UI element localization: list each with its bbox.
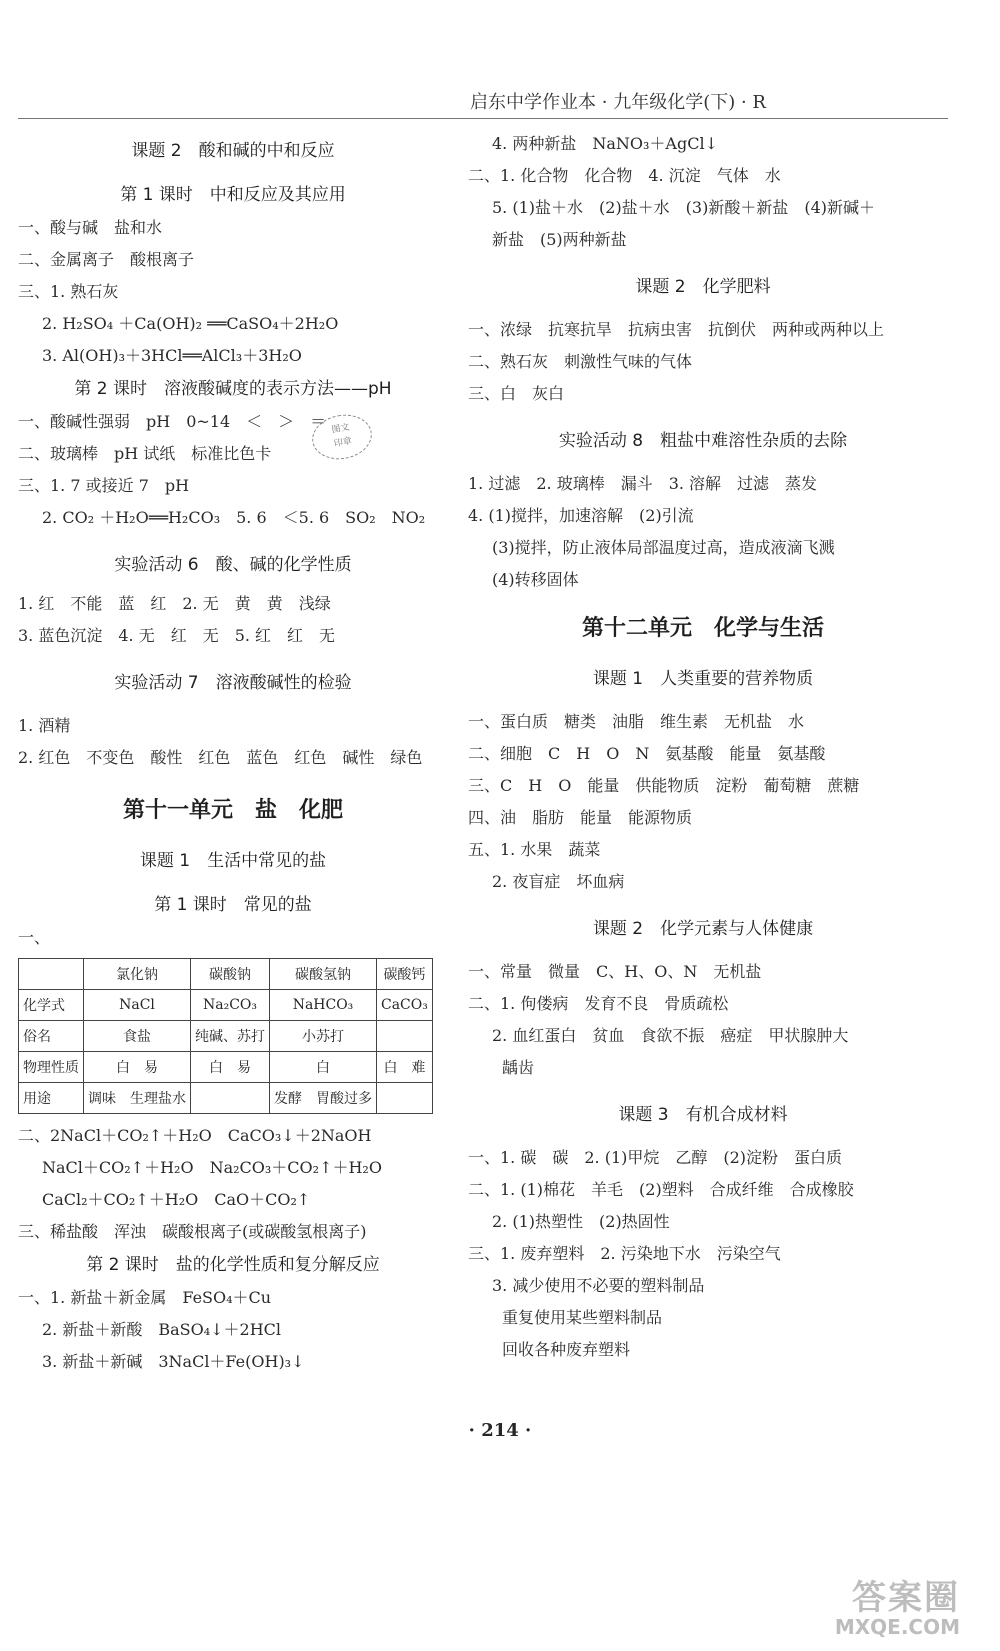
answer-line: 三、1. 7 或接近 7 pH [18, 476, 190, 495]
table-cell: 白 [270, 1052, 377, 1083]
answer-line: NaCl＋CO₂↑＋H₂O Na₂CO₃＋CO₂↑＋H₂O [42, 1158, 382, 1177]
answer-line: 5. (1)盐＋水 (2)盐＋水 (3)新酸＋新盐 (4)新碱＋ [492, 198, 876, 217]
table-cell: 白 易 [84, 1052, 191, 1083]
answer-line: CaCl₂＋CO₂↑＋H₂O CaO＋CO₂↑ [42, 1190, 311, 1209]
table-header-cell: 氯化钠 [84, 959, 191, 990]
table-cell: 调味 生理盐水 [84, 1083, 191, 1114]
answer-line: 龋齿 [502, 1058, 535, 1077]
table-cell: NaCl [84, 990, 191, 1021]
table-row [19, 1083, 433, 1114]
answer-line: 一、1. 新盐＋新金属 FeSO₄＋Cu [18, 1288, 272, 1307]
answer-line: 1. 红 不能 蓝 红 2. 无 黄 黄 浅绿 [18, 594, 331, 613]
watermark-logo-text: 答案圈 [852, 1578, 960, 1618]
running-header: 启东中学作业本 · 九年级化学(下) · R [470, 92, 766, 113]
answer-line: 2. 新盐＋新酸 BaSO₄↓＋2HCl [42, 1320, 282, 1339]
answer-line: 一、1. 碳 碳 2. (1)甲烷 乙醇 (2)淀粉 蛋白质 [468, 1148, 843, 1167]
answer-line: 1. 酒精 [18, 716, 71, 735]
answer-line: 回收各种废弃塑料 [502, 1340, 631, 1359]
table-row [19, 990, 433, 1021]
answer-line: 二、金属离子 酸根离子 [18, 250, 195, 269]
table-cell: 小苏打 [270, 1021, 377, 1052]
section-heading: 课题 1 人类重要的营养物质 [592, 669, 814, 689]
answer-line: 三、稀盐酸 浑浊 碳酸根离子(或碳酸氢根离子) [18, 1222, 367, 1241]
answer-line: 重复使用某些塑料制品 [502, 1308, 663, 1327]
section-heading: 课题 3 有机合成材料 [618, 1105, 788, 1125]
answer-line: 一、蛋白质 糖类 油脂 维生素 无机盐 水 [468, 712, 805, 731]
answer-line: 一、酸与碱 盐和水 [18, 218, 163, 237]
table-cell: 物理性质 [19, 1052, 84, 1083]
header-rule [18, 118, 948, 119]
answer-line: 3. Al(OH)₃＋3HCl══AlCl₃＋3H₂O [42, 346, 302, 365]
answer-line: 4. (1)搅拌，加速溶解 (2)引流 [468, 506, 694, 525]
table-cell [191, 1083, 270, 1114]
section-heading: 课题 2 化学元素与人体健康 [592, 919, 814, 939]
watermark-url: MXQE.COM [834, 1615, 960, 1639]
answer-line: 3. 新盐＋新碱 3NaCl＋Fe(OH)₃↓ [42, 1352, 305, 1371]
answer-line: 2. CO₂ ＋H₂O══H₂CO₃ 5. 6 ＜5. 6 SO₂ NO₂ [42, 508, 426, 527]
answer-line: 新盐 (5)两种新盐 [492, 230, 627, 249]
site-watermark [760, 1580, 960, 1638]
table-header-cell: 碳酸氢钠 [270, 959, 377, 990]
answer-line: 一、酸碱性强弱 pH 0~14 ＜ ＞ ＝ [18, 412, 327, 431]
answer-line: 二、细胞 C H O N 氨基酸 能量 氨基酸 [468, 744, 826, 763]
answer-line: 二、1. (1)棉花 羊毛 (2)塑料 合成纤维 合成橡胶 [468, 1180, 854, 1199]
section-heading: 第 1 课时 中和反应及其应用 [120, 185, 346, 205]
table-header-cell [19, 959, 84, 990]
answer-line: (3)搅拌，防止液体局部温度过高，造成液滴飞溅 [492, 538, 835, 557]
answer-line: 二、玻璃棒 pH 试纸 标准比色卡 [18, 444, 272, 463]
table-cell: NaHCO₃ [270, 990, 377, 1021]
right-column [468, 128, 938, 1366]
unit-heading: 第十一单元 盐 化肥 [122, 798, 343, 823]
section-heading: 第 2 课时 溶液酸碱度的表示方法——pH [74, 379, 392, 399]
unit-heading: 第十二单元 化学与生活 [581, 616, 824, 641]
answer-line: 一、 [18, 928, 51, 947]
section-heading: 第 2 课时 盐的化学性质和复分解反应 [86, 1255, 380, 1275]
table-cell: 化学式 [19, 990, 84, 1021]
answer-line: 一、常量 微量 C、H、O、N 无机盐 [468, 962, 762, 981]
answer-line: 三、白 灰白 [468, 384, 565, 403]
table-row [19, 1052, 433, 1083]
table-cell: 白 易 [191, 1052, 270, 1083]
section-heading: 课题 2 化学肥料 [635, 277, 771, 297]
salt-table [18, 958, 433, 1114]
answer-line: 二、2NaCl＋CO₂↑＋H₂O CaCO₃↓＋2NaOH [18, 1126, 372, 1145]
table-cell: 发酵 胃酸过多 [270, 1083, 377, 1114]
answer-line: 1. 过滤 2. 玻璃棒 漏斗 3. 溶解 过滤 蒸发 [468, 474, 818, 493]
answer-line: 二、1. 佝偻病 发育不良 骨质疏松 [468, 994, 729, 1013]
answer-line: 2. 夜盲症 坏血病 [492, 872, 625, 891]
table-cell: Na₂CO₃ [191, 990, 270, 1021]
table-cell: 俗名 [19, 1021, 84, 1052]
section-heading: 实验活动 7 溶液酸碱性的检验 [114, 673, 352, 693]
table-cell [377, 1021, 433, 1052]
section-heading: 课题 1 生活中常见的盐 [139, 851, 327, 871]
table-cell: 用途 [19, 1083, 84, 1114]
answer-line: 一、浓绿 抗寒抗旱 抗病虫害 抗倒伏 两种或两种以上 [468, 320, 885, 339]
answer-line: 五、1. 水果 蔬菜 [468, 840, 601, 859]
answer-line: 二、熟石灰 刺激性气味的气体 [468, 352, 693, 371]
decorative-stamp: 图文 印章 [309, 410, 376, 464]
table-row [19, 1021, 433, 1052]
table-cell: 食盐 [84, 1021, 191, 1052]
section-heading: 实验活动 8 粗盐中难溶性杂质的去除 [558, 431, 848, 451]
answer-line: 二、1. 化合物 化合物 4. 沉淀 气体 水 [468, 166, 781, 185]
table-header-row [19, 959, 433, 990]
left-column [18, 128, 448, 1378]
table-cell: 白 难 [377, 1052, 433, 1083]
answer-line: 四、油 脂肪 能量 能源物质 [468, 808, 693, 827]
answer-line: 4. 两种新盐 NaNO₃＋AgCl↓ [492, 134, 718, 153]
table-header-cell: 碳酸钙 [377, 959, 433, 990]
answer-line: 三、1. 熟石灰 [18, 282, 119, 301]
answer-line: 2. 红色 不变色 酸性 红色 蓝色 红色 碱性 绿色 [18, 748, 423, 767]
table-header-cell: 碳酸钠 [191, 959, 270, 990]
section-heading: 第 1 课时 常见的盐 [154, 895, 312, 915]
answer-line: (4)转移固体 [492, 570, 579, 589]
answer-line: 三、C H O 能量 供能物质 淀粉 葡萄糖 蔗糖 [468, 776, 860, 795]
table-cell: CaCO₃ [377, 990, 433, 1021]
section-heading: 课题 2 酸和碱的中和反应 [131, 141, 335, 161]
section-heading: 实验活动 6 酸、碱的化学性质 [114, 555, 352, 575]
answer-line: 3. 减少使用不必要的塑料制品 [492, 1276, 705, 1295]
answer-line: 3. 蓝色沉淀 4. 无 红 无 5. 红 红 无 [18, 626, 336, 645]
answer-line: 2. 血红蛋白 贫血 食欲不振 癌症 甲状腺肿大 [492, 1026, 849, 1045]
answer-line: 2. (1)热塑性 (2)热固性 [492, 1212, 670, 1231]
page-number: · 214 · [468, 1420, 532, 1441]
table-cell: 纯碱、苏打 [191, 1021, 270, 1052]
answer-line: 2. H₂SO₄ ＋Ca(OH)₂ ══CaSO₄＋2H₂O [42, 314, 339, 333]
table-cell [377, 1083, 433, 1114]
answer-line: 三、1. 废弃塑料 2. 污染地下水 污染空气 [468, 1244, 781, 1263]
